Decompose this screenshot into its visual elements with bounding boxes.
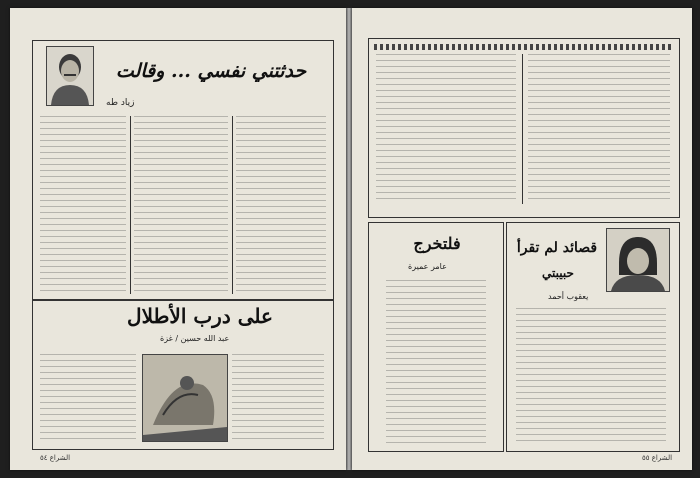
text-column-1 (40, 116, 126, 294)
page-folio: الشراع ٥٥ (642, 454, 673, 462)
bottom-text-right (232, 354, 324, 442)
bottom-author: عبد الله حسين / غزة (160, 334, 230, 343)
sketch-illustration-icon (143, 355, 227, 441)
page-folio: الشراع ٥٤ (40, 454, 71, 462)
right-page (352, 8, 692, 470)
illustration (142, 354, 228, 442)
poet-portrait (606, 228, 670, 292)
author-portrait (46, 46, 94, 106)
poem-2-subtitle: حبيبتي (542, 266, 574, 280)
top-text-column-right (528, 54, 670, 204)
column-separator (130, 116, 131, 294)
left-page (10, 8, 346, 470)
bottom-title: على درب الأطلال (127, 304, 273, 328)
poem-2-author: يعقوب أحمد (548, 292, 589, 301)
poem-1-title: فلتخرج (413, 234, 461, 253)
bottom-text-left (40, 354, 136, 442)
column-separator (232, 116, 233, 294)
portrait-icon (607, 229, 669, 291)
top-text-column-left (376, 54, 516, 204)
text-column-2 (134, 116, 228, 294)
decorative-border (374, 44, 672, 50)
poem-2-text (516, 308, 666, 444)
poem-1-author: عامر عميرة (408, 262, 447, 271)
portrait-icon (47, 47, 93, 105)
column-separator (522, 54, 523, 204)
poem-1-text (386, 280, 486, 444)
poem-2-title: قصائد لم تقرأ (516, 240, 598, 256)
top-title: حدثتني نفسي ... وقالت (115, 60, 307, 82)
text-column-3 (236, 116, 326, 294)
top-author: زياد طه (106, 98, 135, 108)
